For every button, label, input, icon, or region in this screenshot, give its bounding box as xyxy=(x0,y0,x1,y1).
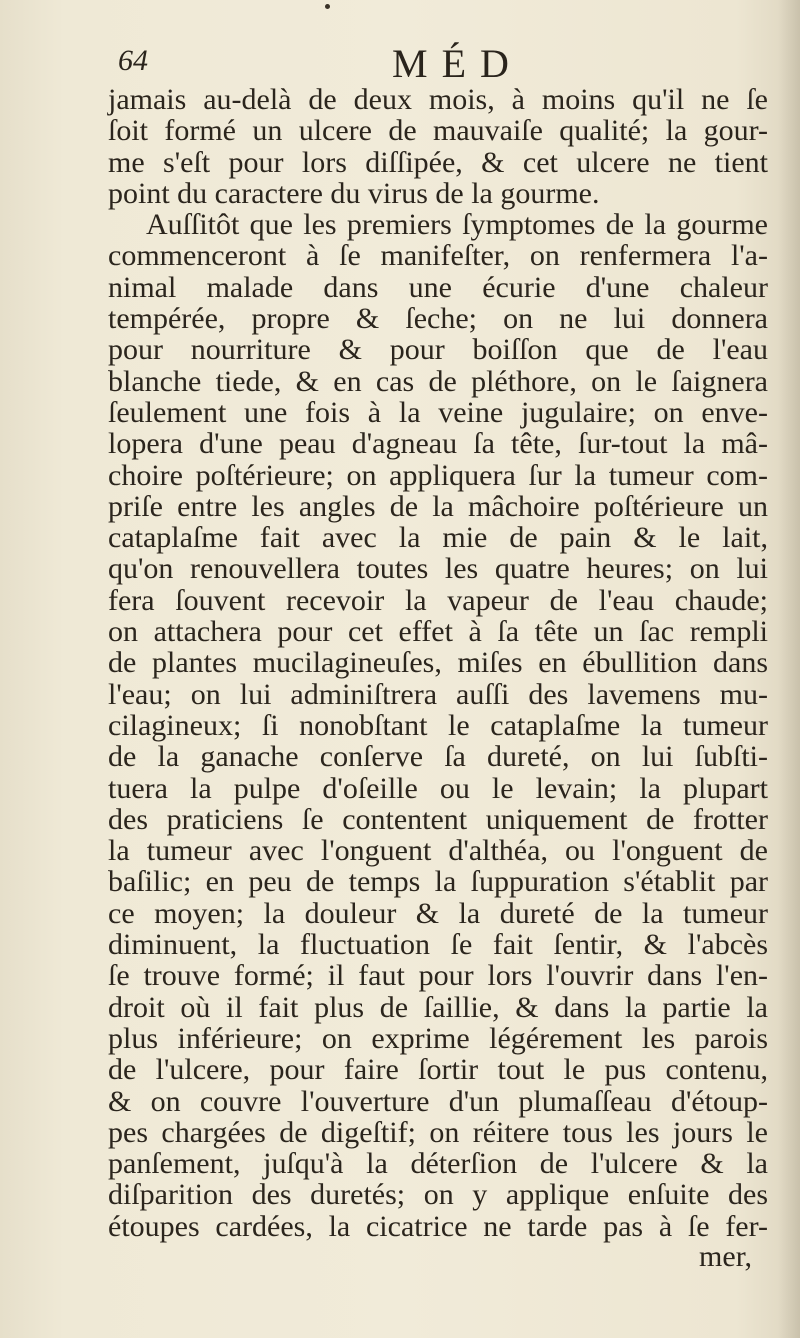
text-line: fera ſouvent recevoir la vapeur de l'eau chaude; xyxy=(108,583,768,617)
text-line: pes chargées de digeſtif; on réitere tous les jours le xyxy=(108,1115,768,1149)
page-edge-shadow xyxy=(778,0,800,1338)
text-line: de plantes mucilagineuſes, miſes en ébullition dans xyxy=(108,646,768,680)
text-line: diſparition des duretés; on y applique enſuite des xyxy=(108,1178,768,1212)
text-line: ſe trouve formé; il faut pour lors l'ouvrir dans l'en- xyxy=(108,959,768,993)
body-text xyxy=(108,84,768,1242)
text-line: & on couvre l'ouverture d'un plumaſſeau d'étoup- xyxy=(108,1084,768,1118)
text-line: lopera d'une peau d'agneau ſa tête, ſur-tout la mâ- xyxy=(108,427,768,461)
text-line: me s'eſt pour lors diſſipée, & cet ulcere ne tient xyxy=(108,145,768,179)
text-line: qu'on renouvellera toutes les quatre heures; on lui xyxy=(108,552,768,586)
text-line: Auſſitôt que les premiers ſymptomes de la gourme xyxy=(146,208,768,242)
text-line: droit où il fait plus de ſaillie, & dans la partie la xyxy=(108,990,768,1024)
text-line: blanche tiede, & en cas de pléthore, on le ſaignera xyxy=(108,364,768,398)
text-line: l'eau; on lui adminiſtrera auſſi des lavemens mu- xyxy=(108,677,768,711)
text-line: tempérée, propre & ſeche; on ne lui donnera xyxy=(108,302,768,336)
text-line: panſement, juſqu'à la déterſion de l'ulcere & la xyxy=(108,1147,768,1181)
text-line: ſoit formé un ulcere de mauvaiſe qualité; la gour- xyxy=(108,114,768,148)
ink-speck xyxy=(325,4,330,9)
text-line: pour nourriture & pour boiſſon que de l'eau xyxy=(108,333,768,367)
text-line: ce moyen; la douleur & la dureté de la tumeur xyxy=(108,896,768,930)
running-head: MÉD xyxy=(392,41,523,86)
text-line: priſe entre les angles de la mâchoire poſtérieure un xyxy=(108,489,768,523)
text-line: ſeulement une fois à la veine jugulaire; on enve- xyxy=(108,395,768,429)
page-header xyxy=(112,38,772,88)
text-line: on attachera pour cet effet à ſa tête un ſac rempli xyxy=(108,615,768,649)
text-line: nimal malade dans une écurie d'une chaleur xyxy=(108,270,768,304)
text-line: cilagineux; ſi nonobſtant le cataplaſme la tumeur xyxy=(108,708,768,742)
page-number: 64 xyxy=(118,44,148,77)
text-line: plus inférieure; on exprime légérement les parois xyxy=(108,1021,768,1055)
text-line: diminuent, la fluctuation ſe fait ſentir, & l'abcès xyxy=(108,928,768,962)
catchword: mer, xyxy=(699,1240,752,1273)
text-line: tuera la pulpe d'oſeille ou le levain; la plupart xyxy=(108,771,768,805)
text-line: la tumeur avec l'onguent d'althéa, ou l'onguent de xyxy=(108,834,768,868)
text-line: baſilic; en peu de temps la ſuppuration s'établit par xyxy=(108,865,768,899)
text-line: de la ganache conſerve ſa dureté, on lui ſubſti- xyxy=(108,740,768,774)
text-line: choire poſtérieure; on appliquera ſur la tumeur com- xyxy=(108,458,768,492)
text-line: de l'ulcere, pour faire ſortir tout le pus contenu, xyxy=(108,1053,768,1087)
text-line: des praticiens ſe contentent uniquement de frotter xyxy=(108,802,768,836)
text-line: commenceront à ſe manifeſter, on renfermera l'a- xyxy=(108,239,768,273)
text-line: cataplaſme fait avec la mie de pain & le lait, xyxy=(108,521,768,555)
text-line: jamais au-delà de deux mois, à moins qu'il ne ſe xyxy=(108,83,768,116)
text-line: étoupes cardées, la cicatrice ne tarde pas à ſe fer- xyxy=(108,1209,768,1243)
text-line: point du caractere du virus de la gourme. xyxy=(108,176,600,210)
